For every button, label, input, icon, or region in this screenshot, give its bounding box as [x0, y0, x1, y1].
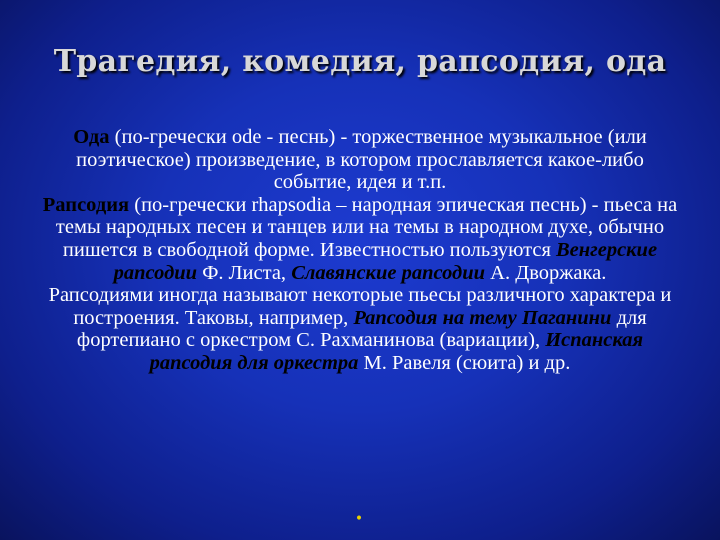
ode-definition: (по-гречески ode - песнь) - торжественное музыкальное (или поэтическое) произведение, в котором прославляется какое-либо событие, идея и т.п. [76, 126, 647, 194]
usage-text-rachmaninoff: для фортепиано с оркестром С. Рахманинова (вариации), [76, 306, 647, 352]
usage-text-ravel: М. Равеля (сюита) и др. [358, 351, 571, 374]
term-ode: Ода [73, 126, 110, 148]
term-rhapsody: Рапсодия [42, 193, 130, 216]
work-hungarian-rhapsodies: Венгерские рапсодии [113, 238, 658, 284]
paragraph-rhapsody [40, 194, 680, 284]
rhapsody-definition: (по-гречески rhapsodia – народная эпическая песнь) - пьеса на темы народных песен и танцев или на темы в народном духе, обычно пишется в свободной форме. Известностью пользуются [55, 193, 678, 261]
slide-title: Трагедия, комедия, рапсодия, ода [53, 44, 667, 79]
slide-body [40, 126, 680, 375]
rhapsody-text-dvorak: А. Дворжака. [485, 261, 607, 284]
paragraph-ode [40, 126, 680, 194]
work-paganini-rhapsody: Рапсодия на тему Паганини [353, 306, 612, 329]
work-spanish-rhapsody: Испанская рапсодия для оркестра [149, 329, 644, 374]
bullet-icon: • [354, 511, 364, 527]
paragraph-usage [40, 284, 680, 374]
work-slavonic-rhapsodies: Славянские рапсодии [291, 261, 486, 284]
usage-text-intro: Рапсодиями иногда называют некоторые пьесы различного характера и построения. Таковы, например, [48, 284, 672, 329]
rhapsody-text-liszt: Ф. Листа, [197, 261, 292, 284]
